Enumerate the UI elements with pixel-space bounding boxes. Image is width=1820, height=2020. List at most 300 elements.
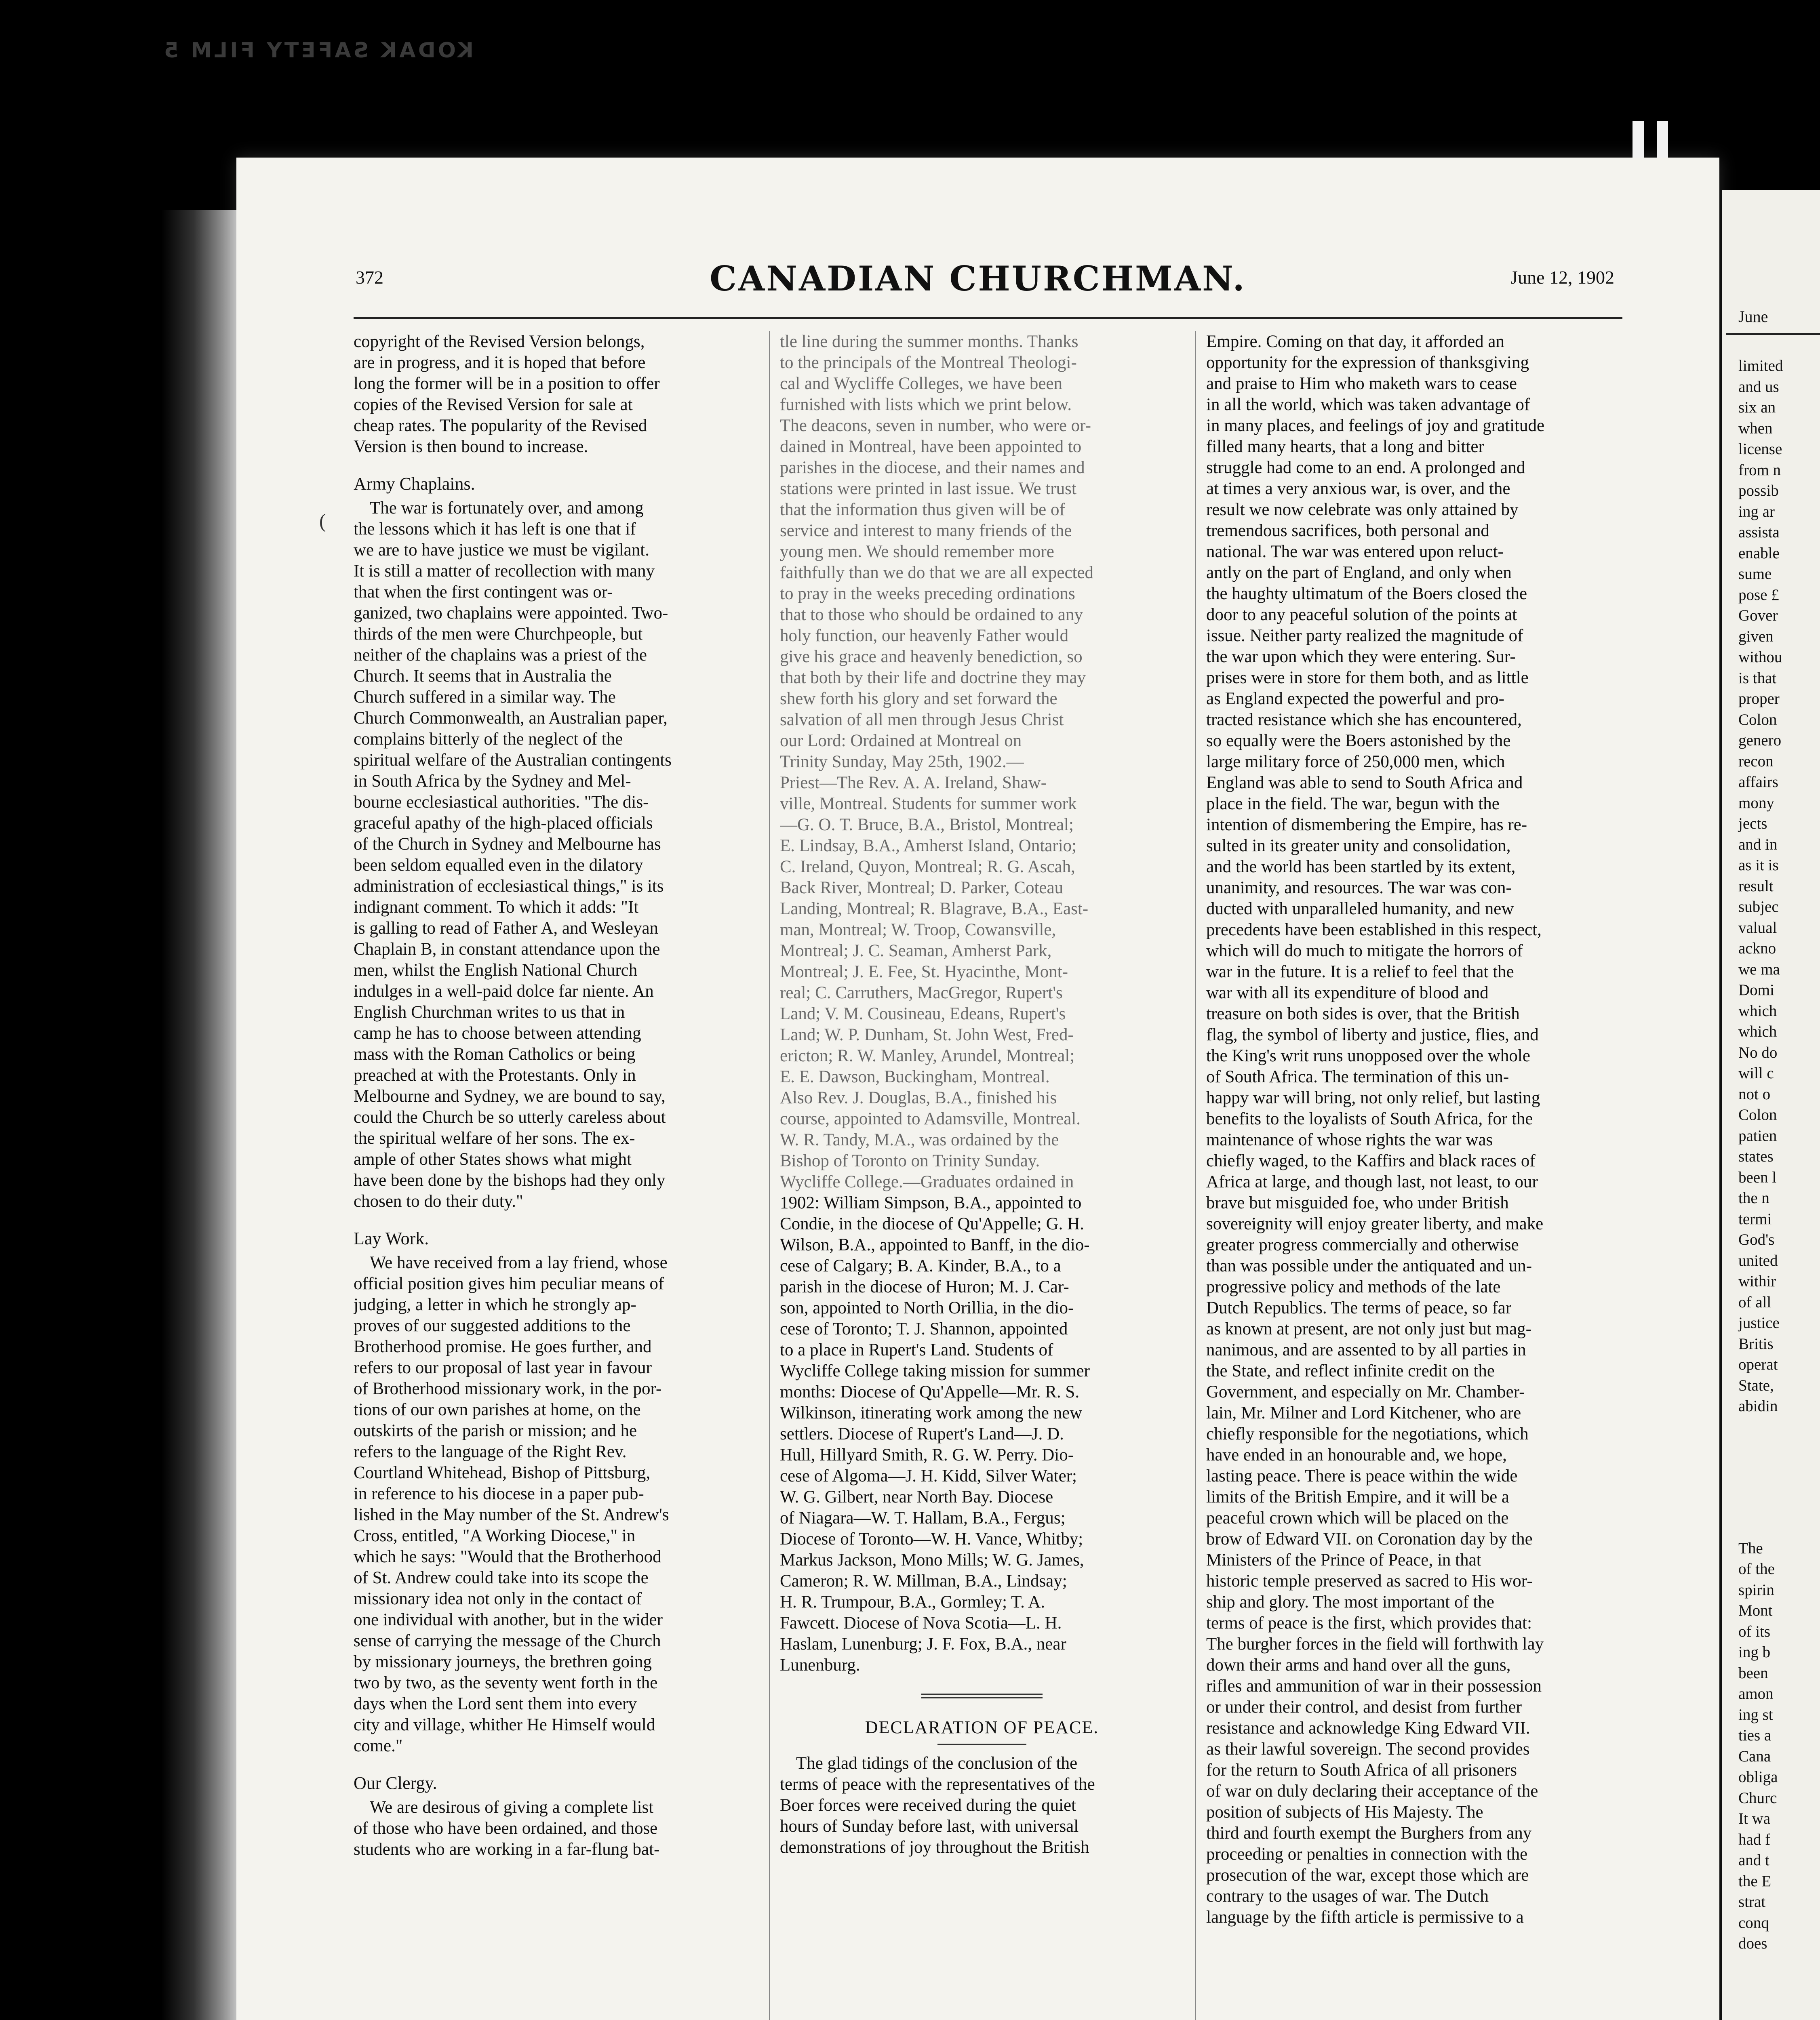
page-header <box>236 259 1719 307</box>
text-line: intention of dismembering the Empire, has re- <box>1206 815 1527 834</box>
adjacent-page-line: six an <box>1738 399 1776 416</box>
adjacent-page-line: the E <box>1738 1872 1772 1890</box>
column-divider-1 <box>769 331 770 2020</box>
adjacent-page-line: we ma <box>1738 960 1780 978</box>
adjacent-page-line: mony <box>1738 794 1774 812</box>
adjacent-page-line: license <box>1738 440 1782 458</box>
text-line: Boer forces were received during the quiet <box>780 1796 1076 1815</box>
adjacent-page-line: Colon <box>1738 1106 1777 1124</box>
adjacent-page-line: from n <box>1738 461 1781 479</box>
adjacent-page-line: the n <box>1738 1189 1769 1207</box>
text-line: tle line during the summer months. Thanks <box>780 332 1079 351</box>
text-line: of Brotherhood missionary work, in the por- <box>354 1379 662 1398</box>
text-line: bourne ecclesiastical authorities. "The dis- <box>354 793 649 812</box>
text-line: large military force of 250,000 men, which <box>1206 752 1505 771</box>
text-line: down their arms and hand over all the guns, <box>1206 1656 1511 1675</box>
text-line: mass with the Roman Catholics or being <box>354 1045 636 1064</box>
adjacent-page-line: justice <box>1738 1314 1780 1332</box>
text-line: E. Lindsay, B.A., Amherst Island, Ontario; <box>780 836 1077 855</box>
text-line: Brotherhood promise. He goes further, and <box>354 1337 652 1356</box>
adjacent-page-line: ing ar <box>1738 503 1775 520</box>
our-clergy-paragraph <box>354 1797 758 1860</box>
text-line: Empire. Coming on that day, it afforded an <box>1206 332 1504 351</box>
text-line: cese of Algoma—J. H. Kidd, Silver Water; <box>780 1467 1077 1486</box>
adjacent-page-line: ties a <box>1738 1727 1772 1744</box>
text-line: Wycliffe College taking mission for summer <box>780 1361 1090 1380</box>
text-line: position of subjects of His Majesty. The <box>1206 1803 1483 1822</box>
adjacent-page-line: when <box>1738 419 1773 437</box>
text-line: as England expected the powerful and pro- <box>1206 689 1504 708</box>
text-line: hours of Sunday before last, with universal <box>780 1817 1079 1836</box>
text-line: sulted in its greater unity and consolidation, <box>1206 836 1511 855</box>
adjacent-page-line: God's <box>1738 1231 1775 1248</box>
text-line: lasting peace. There is peace within the wide <box>1206 1467 1518 1486</box>
adjacent-page-line: affairs <box>1738 773 1778 791</box>
text-line: sense of carrying the message of the Church <box>354 1631 661 1650</box>
text-line: Land; V. M. Cousineau, Edeans, Rupert's <box>780 1004 1066 1023</box>
text-line: in many places, and feelings of joy and gratitude <box>1206 416 1545 435</box>
text-line: the war upon which they were entering. Sur- <box>1206 647 1516 666</box>
adjacent-page-line: subjec <box>1738 898 1779 915</box>
text-line: national. The war was entered upon reluct- <box>1206 542 1504 561</box>
text-line: chosen to do their duty." <box>354 1192 523 1211</box>
text-line: Montreal; J. C. Seaman, Amherst Park, <box>780 941 1052 960</box>
text-line: peaceful crown which will be placed on the <box>1206 1509 1509 1528</box>
text-line: Fawcett. Diocese of Nova Scotia—L. H. <box>780 1614 1062 1633</box>
text-line: cal and Wycliffe Colleges, we have been <box>780 374 1063 393</box>
adjacent-page-line: possib <box>1738 482 1779 499</box>
text-line: the State, and reflect infinite credit on the <box>1206 1361 1495 1380</box>
text-line: filled many hearts, that a long and bitter <box>1206 437 1484 456</box>
text-line: ericton; R. W. Manley, Arundel, Montreal; <box>780 1046 1075 1065</box>
text-line: proceeding or penalties in connection with the <box>1206 1845 1528 1864</box>
text-line: Government, and especially on Mr. Chamber- <box>1206 1382 1525 1401</box>
adjacent-page-line: limited <box>1738 357 1783 375</box>
heading-underline <box>937 1744 1026 1745</box>
adjacent-page-line: Gover <box>1738 607 1778 624</box>
adjacent-page-line: obliga <box>1738 1768 1778 1786</box>
text-line: of South Africa. The termination of this un- <box>1206 1067 1509 1086</box>
text-line: administration of ecclesiastical things," is its <box>354 877 664 896</box>
adjacent-page-line: not o <box>1738 1085 1771 1103</box>
text-line: man, Montreal; W. Troop, Cowansville, <box>780 920 1056 939</box>
text-line: so equally were the Boers astonished by the <box>1206 731 1511 750</box>
heading-army-chaplains: Army Chaplains. <box>354 474 475 494</box>
adjacent-page-line: had f <box>1738 1831 1771 1848</box>
text-line: W. G. Gilbert, near North Bay. Diocese <box>780 1488 1053 1507</box>
text-line: preached at with the Protestants. Only in <box>354 1066 636 1085</box>
text-line: give his grace and heavenly benediction, so <box>780 647 1083 666</box>
adjacent-page-line: State, <box>1738 1376 1774 1394</box>
text-line: salvation of all men through Jesus Christ <box>780 710 1064 729</box>
text-line: days when the Lord sent them into every <box>354 1694 637 1713</box>
text-line: official position gives him peculiar means of <box>354 1274 664 1293</box>
text-line: as known at present, are not only just but mag- <box>1206 1319 1531 1338</box>
text-line: Version is then bound to increase. <box>354 437 588 456</box>
text-line: of those who have been ordained, and those <box>354 1819 658 1838</box>
adjacent-page-line: ing b <box>1738 1643 1771 1661</box>
text-line: W. R. Tandy, M.A., was ordained by the <box>780 1130 1059 1149</box>
text-line: to the principals of the Montreal Theologi- <box>780 353 1077 372</box>
text-line: of the Church in Sydney and Melbourne has <box>354 835 661 854</box>
adjacent-page-line: result <box>1738 877 1774 895</box>
adjacent-page-line: It wa <box>1738 1810 1771 1827</box>
column-three <box>1206 331 1622 1928</box>
margin-pencil-mark: ( <box>319 509 326 532</box>
text-line: furnished with lists which we print below. <box>780 395 1072 414</box>
text-line: cheap rates. The popularity of the Revised <box>354 416 647 435</box>
adjacent-page-line: ing st <box>1738 1706 1773 1723</box>
text-line: judging, a letter in which he strongly ap- <box>354 1295 636 1314</box>
text-line: H. R. Trumpour, B.A., Gormley; T. A. <box>780 1593 1045 1612</box>
text-line: The glad tidings of the conclusion of the <box>796 1754 1078 1773</box>
newspaper-page <box>236 158 1719 2020</box>
text-line: months: Diocese of Qu'Appelle—Mr. R. S. <box>780 1382 1080 1401</box>
text-line: missionary idea not only in the contact of <box>354 1589 642 1608</box>
adjacent-page-line: withou <box>1738 648 1782 666</box>
text-line: flag, the symbol of liberty and justice, flies, and <box>1206 1025 1539 1044</box>
adjacent-page-line: withir <box>1738 1273 1776 1290</box>
text-line: Wilkinson, itinerating work among the new <box>780 1403 1083 1422</box>
text-line: greater progress commercially and otherwise <box>1206 1235 1519 1254</box>
text-line: that when the first contingent was or- <box>354 583 613 602</box>
army-chaplains-paragraph <box>354 498 758 1212</box>
copyright-paragraph <box>354 331 758 457</box>
text-line: struggle had come to an end. A prolonged and <box>1206 458 1525 477</box>
text-line: Also Rev. J. Douglas, B.A., finished his <box>780 1088 1057 1107</box>
text-line: shew forth his glory and set forward the <box>780 689 1057 708</box>
text-line: indulges in a well-paid dolce far niente. An <box>354 982 654 1001</box>
adjacent-page-line: conq <box>1738 1914 1769 1932</box>
text-line: ducted with unparalleled humanity, and new <box>1206 899 1514 918</box>
text-line: refers to our proposal of last year in favour <box>354 1358 652 1377</box>
text-line: course, appointed to Adamsville, Montreal. <box>780 1109 1081 1128</box>
text-line: come." <box>354 1736 403 1755</box>
text-line: that to those who should be ordained to any <box>780 605 1083 624</box>
text-line: E. E. Dawson, Buckingham, Montreal. <box>780 1067 1050 1086</box>
text-line: in South Africa by the Sydney and Mel- <box>354 772 631 791</box>
text-line: issue. Neither party realized the magnitude of <box>1206 626 1523 645</box>
text-line: parish in the diocese of Huron; M. J. Car- <box>780 1277 1069 1296</box>
text-line: lished in the May number of the St. Andrew's <box>354 1505 669 1524</box>
text-line: ship and glory. The most important of the <box>1206 1593 1494 1612</box>
text-line: that the information thus given will be of <box>780 500 1065 519</box>
text-line: terms of peace with the representatives of the <box>780 1775 1095 1794</box>
adjacent-page-line: abidin <box>1738 1397 1778 1415</box>
text-line: proves of our suggested additions to the <box>354 1316 631 1335</box>
column-two <box>780 331 1184 1858</box>
text-line: limits of the British Empire, and it will be a <box>1206 1488 1510 1507</box>
text-line: of St. Andrew could take into its scope the <box>354 1568 649 1587</box>
text-line: to a place in Rupert's Land. Students of <box>780 1340 1053 1359</box>
text-line: holy function, our heavenly Father would <box>780 626 1069 645</box>
text-line: rifles and ammunition of war in their possession <box>1206 1677 1542 1696</box>
text-line: antly on the part of England, and only when <box>1206 563 1512 582</box>
header-rule <box>354 317 1622 319</box>
text-line: —G. O. T. Bruce, B.A., Bristol, Montreal; <box>780 815 1074 834</box>
text-line: terms of peace is the first, which provides that: <box>1206 1614 1532 1633</box>
text-line: Hull, Hillyard Smith, R. G. W. Perry. Dio- <box>780 1446 1074 1464</box>
text-line: as their lawful sovereign. The second provides <box>1206 1740 1530 1759</box>
adjacent-page-line: and t <box>1738 1852 1769 1869</box>
section-separator <box>921 1694 1043 1698</box>
text-line: graceful apathy of the high-placed officials <box>354 814 653 833</box>
text-line: the spiritual welfare of her sons. The ex- <box>354 1129 635 1148</box>
text-line: precedents have been established in this respect, <box>1206 920 1542 939</box>
text-line: two by two, as the seventy went forth in the <box>354 1673 658 1692</box>
adjacent-page-line: jects <box>1738 815 1767 832</box>
column-divider-2 <box>1195 331 1196 2020</box>
adjacent-page-line: enable <box>1738 544 1780 562</box>
adjacent-page-line: assista <box>1738 524 1780 541</box>
adjacent-page-line: valual <box>1738 919 1777 936</box>
text-line: language by the fifth article is permissive to a <box>1206 1908 1524 1927</box>
text-line: the lessons which it has left is one that if <box>354 520 636 539</box>
adjacent-page-line: spirin <box>1738 1581 1774 1599</box>
adjacent-page-line: ackno <box>1738 940 1776 957</box>
text-line: in reference to his diocese in a paper pub- <box>354 1484 644 1503</box>
text-line: contrary to the usages of war. The Dutch <box>1206 1887 1489 1906</box>
adjacent-page-line: Colon <box>1738 711 1777 728</box>
adjacent-page-line: patien <box>1738 1127 1777 1145</box>
text-line: our Lord: Ordained at Montreal on <box>780 731 1022 750</box>
text-line: could the Church be so utterly careless about <box>354 1108 666 1127</box>
text-line: Africa at large, and though last, not least, to our <box>1206 1172 1538 1191</box>
text-line: Church. It seems that in Australia the <box>354 667 612 686</box>
adjacent-page-line: united <box>1738 1252 1778 1269</box>
text-line: historic temple preserved as sacred to His wor- <box>1206 1572 1533 1591</box>
text-line: The war is fortunately over, and among <box>370 499 644 518</box>
ordination-list-faded <box>780 331 1184 1193</box>
text-line: in all the world, which was taken advantage of <box>1206 395 1530 414</box>
text-line: maintenance of whose rights the war was <box>1206 1130 1493 1149</box>
text-line: prises were in store for them both, and as little <box>1206 668 1529 687</box>
text-line: The deacons, seven in number, who were or- <box>780 416 1091 435</box>
text-line: young men. We should remember more <box>780 542 1054 561</box>
text-line: stations were printed in last issue. We trust <box>780 479 1076 498</box>
adjacent-page-line: will c <box>1738 1065 1774 1082</box>
text-line: progressive policy and methods of the late <box>1206 1277 1501 1296</box>
adjacent-page-line: The <box>1738 1539 1763 1557</box>
text-line: cese of Toronto; T. J. Shannon, appointed <box>780 1319 1068 1338</box>
text-line: city and village, whither He Himself would <box>354 1715 655 1734</box>
adjacent-page-line: which <box>1738 1023 1777 1040</box>
text-line: C. Ireland, Quyon, Montreal; R. G. Ascah, <box>780 857 1075 876</box>
text-line: of Niagara—W. T. Hallam, B.A., Fergus; <box>780 1509 1066 1528</box>
text-line: We have received from a lay friend, whose <box>370 1253 668 1272</box>
text-line: are in progress, and it is hoped that before <box>354 353 646 372</box>
text-line: brow of Edward VII. on Coronation day by the <box>1206 1530 1533 1549</box>
declaration-paragraph <box>780 1753 1184 1858</box>
film-edge-label: KODAK SAFETY FILM 5 <box>162 38 474 63</box>
text-line: The burgher forces in the field will forthwith lay <box>1206 1635 1544 1654</box>
text-line: thirds of the men were Churchpeople, but <box>354 625 643 644</box>
adjacent-page-line: which <box>1738 1002 1777 1020</box>
text-line: benefits to the loyalists of South Africa, for the <box>1206 1109 1533 1128</box>
text-line: that both by their life and doctrine they may <box>780 668 1086 687</box>
text-line: Haslam, Lunenburg; J. F. Fox, B.A., near <box>780 1635 1066 1654</box>
text-line: resistance and acknowledge King Edward VII. <box>1206 1719 1530 1738</box>
adjacent-page-gap <box>1738 1417 1783 1538</box>
text-line: Wycliffe College.—Graduates ordained in <box>780 1172 1074 1191</box>
text-line: which will do much to mitigate the horrors of <box>1206 941 1523 960</box>
text-line: copyright of the Revised Version belongs, <box>354 332 645 351</box>
text-line: war in the future. It is a relief to feel that the <box>1206 962 1514 981</box>
adjacent-page-header: June <box>1738 307 1768 326</box>
adjacent-page-line: genero <box>1738 732 1782 749</box>
text-line: Courtland Whitehead, Bishop of Pittsburg, <box>354 1463 651 1482</box>
text-line: Lunenburg. <box>780 1656 860 1675</box>
column-one <box>354 331 758 1860</box>
text-line: men, whilst the English National Church <box>354 961 638 980</box>
text-line: son, appointed to North Orillia, in the dio- <box>780 1298 1074 1317</box>
text-line: We are desirous of giving a complete list <box>370 1798 654 1817</box>
text-line: ample of other States shows what might <box>354 1150 632 1169</box>
text-line: chiefly responsible for the negotiations, which <box>1206 1425 1529 1443</box>
text-line: brave but misguided foe, who under British <box>1206 1193 1509 1212</box>
text-line: the haughty ultimatum of the Boers closed the <box>1206 584 1527 603</box>
text-line: Melbourne and Sydney, we are bound to say, <box>354 1087 666 1106</box>
text-line: Wilson, B.A., appointed to Banff, in the dio- <box>780 1235 1090 1254</box>
text-line: Montreal; J. E. Fee, St. Hyacinthe, Mont- <box>780 962 1068 981</box>
adjacent-page-line: does <box>1738 1935 1767 1952</box>
adjacent-page-line: sume <box>1738 565 1772 583</box>
adjacent-page-line: recon <box>1738 752 1774 770</box>
text-line: long the former will be in a position to offer <box>354 374 660 393</box>
text-line: lain, Mr. Milner and Lord Kitchener, who are <box>1206 1403 1521 1422</box>
text-line: service and interest to many friends of the <box>780 521 1072 540</box>
adjacent-page-line: of its <box>1738 1622 1771 1640</box>
text-line: Land; W. P. Dunham, St. John West, Fred- <box>780 1025 1074 1044</box>
adjacent-page-line: of the <box>1738 1560 1775 1578</box>
lay-work-paragraph <box>354 1252 758 1757</box>
text-line: been seldom equalled even in the dilatory <box>354 856 643 875</box>
text-line: English Churchman writes to us that in <box>354 1003 625 1022</box>
text-line: Dutch Republics. The terms of peace, so far <box>1206 1298 1512 1317</box>
text-line: Cross, entitled, "A Working Diocese," in <box>354 1526 636 1545</box>
adjacent-page-line: states <box>1738 1148 1774 1165</box>
text-line: door to any peaceful solution of the points at <box>1206 605 1517 624</box>
heading-lay-work: Lay Work. <box>354 1229 429 1248</box>
text-line: demonstrations of joy throughout the British <box>780 1838 1089 1857</box>
text-line: place in the field. The war, begun with the <box>1206 794 1500 813</box>
heading-declaration-of-peace: DECLARATION OF PEACE. <box>865 1717 1099 1737</box>
text-line: Markus Jackson, Mono Mills; W. G. James, <box>780 1551 1084 1570</box>
adjacent-page-rule <box>1726 333 1820 335</box>
page-gutter-shadow <box>162 210 242 2020</box>
text-line: England was able to send to South Africa and <box>1206 773 1523 792</box>
text-line: tracted resistance which she has encountered, <box>1206 710 1522 729</box>
adjacent-page-line: Domi <box>1738 981 1774 999</box>
text-line: happy war will bring, not only relief, but lasting <box>1206 1088 1540 1107</box>
text-line: which he says: "Would that the Brotherhood <box>354 1547 661 1566</box>
text-line: war with all its expenditure of blood and <box>1206 983 1489 1002</box>
text-line: treasure on both sides is over, that the British <box>1206 1004 1520 1023</box>
text-line: chiefly waged, to the Kaffirs and black races of <box>1206 1151 1536 1170</box>
adjacent-page-line: pose £ <box>1738 586 1779 604</box>
text-line: dained in Montreal, have been appointed to <box>780 437 1082 456</box>
text-line: Church suffered in a similar way. The <box>354 688 616 707</box>
text-line: than was possible under the antiquated and un- <box>1206 1256 1532 1275</box>
adjacent-page-line: amon <box>1738 1685 1774 1702</box>
text-line: we are to have justice we must be vigilant. <box>354 541 649 560</box>
text-line: 1902: William Simpson, B.A., appointed to <box>780 1193 1082 1212</box>
text-line: Cameron; R. W. Millman, B.A., Lindsay; <box>780 1572 1067 1591</box>
adjacent-page-line: Cana <box>1738 1747 1771 1765</box>
text-line: third and fourth exempt the Burghers from any <box>1206 1824 1532 1843</box>
text-line: Bishop of Toronto on Trinity Sunday. <box>780 1151 1040 1170</box>
adjacent-page-column <box>1738 356 1783 1954</box>
adjacent-page-line: termi <box>1738 1210 1772 1228</box>
text-line: Trinity Sunday, May 25th, 1902.— <box>780 752 1024 771</box>
text-line: outskirts of the parish or mission; and he <box>354 1421 637 1440</box>
text-line: camp he has to choose between attending <box>354 1024 641 1043</box>
text-line: the King's writ runs unopposed over the whole <box>1206 1046 1530 1065</box>
adjacent-page-edge <box>1722 190 1820 2020</box>
text-line: nanimous, and are assented to by all parties in <box>1206 1340 1526 1359</box>
adjacent-page-line: and us <box>1738 378 1779 396</box>
text-line: have been done by the bishops had they only <box>354 1171 666 1190</box>
text-line: Diocese of Toronto—W. H. Vance, Whitby; <box>780 1530 1083 1549</box>
text-line: copies of the Revised Version for sale at <box>354 395 633 414</box>
adjacent-page-line: proper <box>1738 690 1780 707</box>
text-line: Ministers of the Prince of Peace, in that <box>1206 1551 1481 1570</box>
text-line: opportunity for the expression of thanksgiving <box>1206 353 1529 372</box>
text-line: complains bitterly of the neglect of the <box>354 730 623 749</box>
text-line: at times a very anxious war, is over, and the <box>1206 479 1510 498</box>
text-line: or under their control, and desist from further <box>1206 1698 1522 1717</box>
text-line: students who are working in a far-flung bat- <box>354 1840 660 1859</box>
text-line: neither of the chaplains was a priest of the <box>354 646 647 665</box>
masthead-title: CANADIAN CHURCHMAN. <box>710 259 1246 299</box>
text-line: faithfully than we do that we are all expected <box>780 563 1094 582</box>
text-line: Chaplain B, in constant attendance upon the <box>354 940 660 959</box>
text-line: is galling to read of Father A, and Wesleyan <box>354 919 659 938</box>
declaration-continued <box>1206 331 1622 1928</box>
text-line: and the world has been startled by its extent, <box>1206 857 1516 876</box>
text-line: tions of our own parishes at home, on the <box>354 1400 641 1419</box>
heading-our-clergy: Our Clergy. <box>354 1773 437 1793</box>
adjacent-page-line: operat <box>1738 1356 1778 1373</box>
adjacent-page-line: of all <box>1738 1293 1772 1311</box>
text-line: Landing, Montreal; R. Blagrave, B.A., East- <box>780 899 1089 918</box>
text-line: cese of Calgary; B. A. Kinder, B.A., to a <box>780 1256 1061 1275</box>
adjacent-page-line: is that <box>1738 669 1777 687</box>
text-line: parishes in the diocese, and their names and <box>780 458 1085 477</box>
adjacent-page-line: Britis <box>1738 1335 1774 1353</box>
text-line: Condie, in the diocese of Qu'Appelle; G. H. <box>780 1214 1084 1233</box>
text-line: by missionary journeys, the brethren going <box>354 1652 652 1671</box>
text-line: ville, Montreal. Students for summer work <box>780 794 1077 813</box>
ordination-list <box>780 1193 1184 1676</box>
text-line: sovereignity will enjoy greater liberty, and make <box>1206 1214 1544 1233</box>
adjacent-page-line: strat <box>1738 1893 1766 1911</box>
issue-date: June 12, 1902 <box>1510 267 1614 288</box>
text-line: Church Commonwealth, an Australian paper, <box>354 709 668 728</box>
text-line: to pray in the weeks preceding ordinations <box>780 584 1075 603</box>
adjacent-page-line: Churc <box>1738 1789 1777 1807</box>
text-line: have ended in an honourable and, we hope, <box>1206 1446 1507 1464</box>
text-line: and praise to Him who maketh wars to cease <box>1206 374 1517 393</box>
text-line: real; C. Carruthers, MacGregor, Rupert's <box>780 983 1063 1002</box>
adjacent-page-line: and in <box>1738 835 1778 853</box>
text-line: one individual with another, but in the wider <box>354 1610 663 1629</box>
text-line: It is still a matter of recollection with many <box>354 562 655 581</box>
text-line: spiritual welfare of the Australian contingents <box>354 751 672 770</box>
text-line: settlers. Diocese of Rupert's Land—J. D. <box>780 1425 1064 1443</box>
adjacent-page-line: Mont <box>1738 1602 1773 1619</box>
text-line: result we now celebrate was only attained by <box>1206 500 1519 519</box>
